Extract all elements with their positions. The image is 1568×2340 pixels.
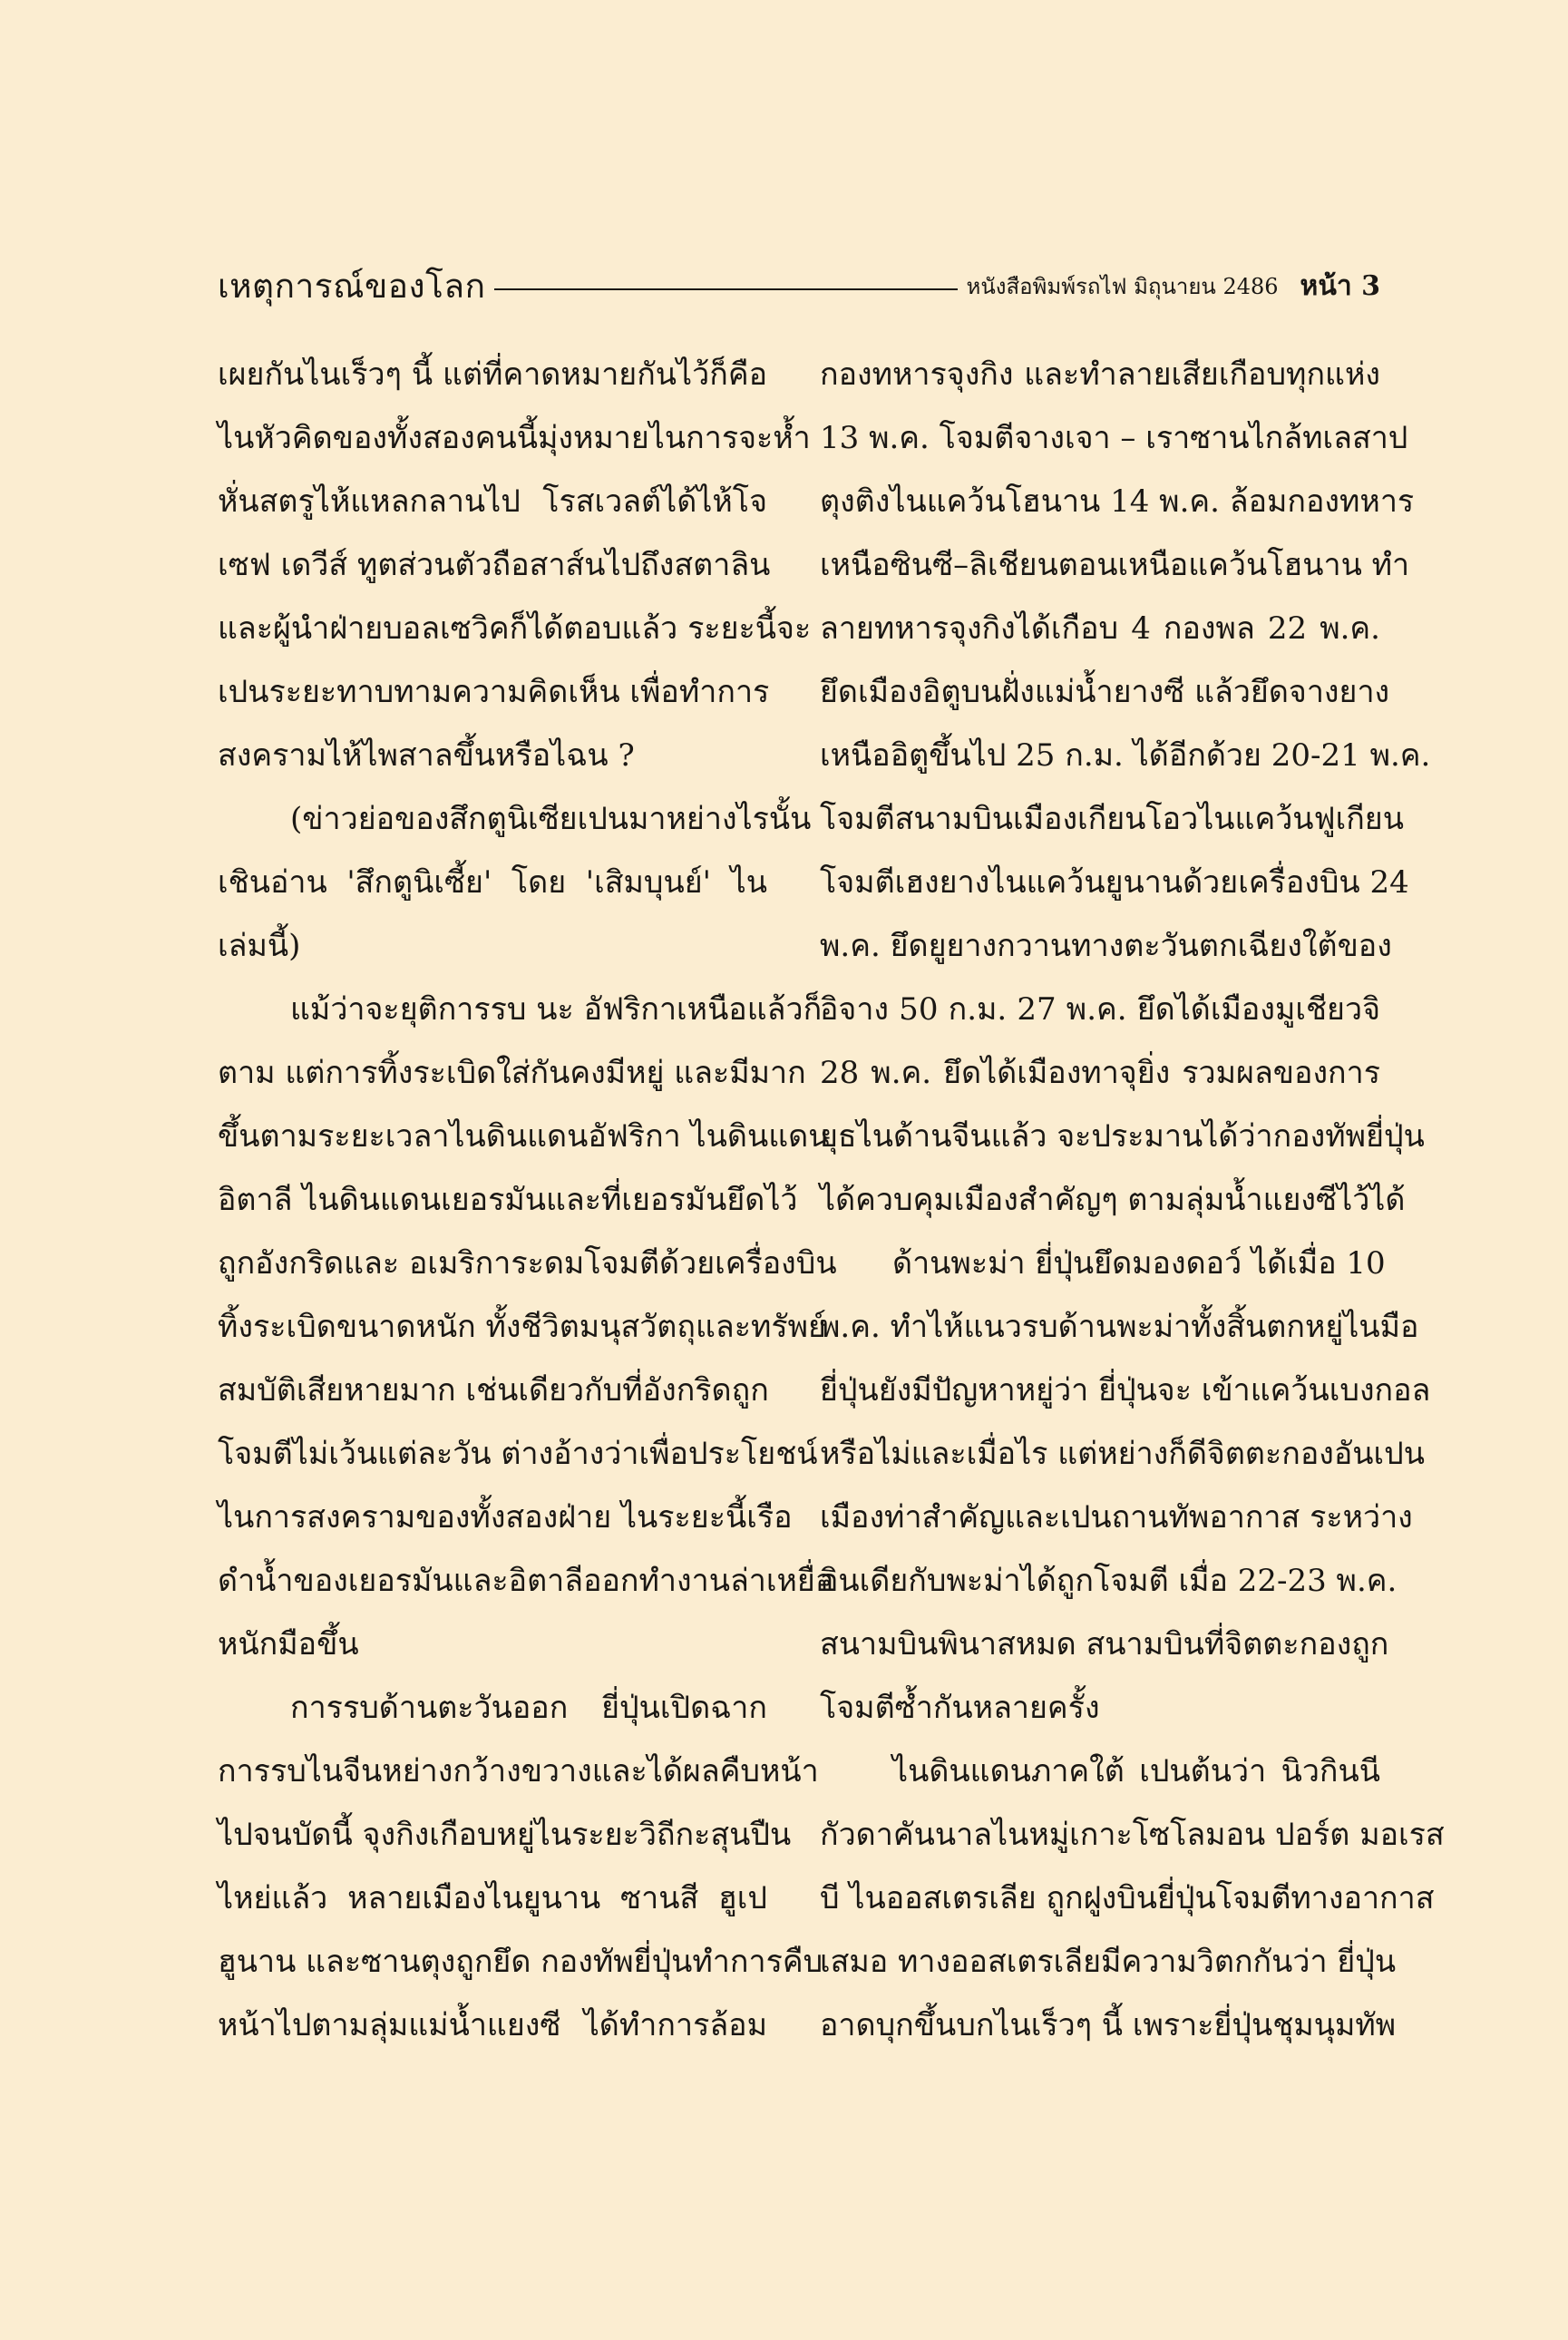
text-line: พ.ค. ยึดยูยางกวานทางตะวันตกเฉียงใต้ของ <box>820 928 1392 964</box>
text-line: หนักมือขึ้น <box>218 1626 359 1662</box>
text-line: ดำน้ำของเยอรมันและอิตาลีออกทำงานล่าเหยื่อ <box>218 1563 834 1599</box>
text-line: โจมตีซ้ำกันหลายครั้ง <box>820 1690 1100 1726</box>
text-line: ทิ้งระเบิดขนาดหนัก ทั้งชีวิตมนุสวัตถุและทรัพย์ <box>218 1309 826 1345</box>
text-line: เผยกันไนเร็วๆ นี้ แต่ที่คาดหมายกันไว้ก็คือ <box>218 356 767 393</box>
text-line: เหนือซินซี–ลิเชียนตอนเหนือแคว้นโฮนาน ทำ <box>820 547 1410 583</box>
text-line: สมบัติเสียหายมาก เช่นเดียวกับที่อังกริดถูก <box>218 1372 769 1409</box>
text-line: โจมตีเฮงยางไนแคว้นยูนานด้วยเครื่องบิน 24 <box>820 864 1409 901</box>
text-line: หน้าไปตามลุ่มแม่น้ำแยงซี ได้ทำการล้อม <box>218 2007 767 2043</box>
text-line: อิจาง 50 ก.ม. 27 พ.ค. ยึดได้เมืองมูเชียวจิ <box>820 991 1380 1028</box>
text-line: เล่มนี้) <box>218 928 301 964</box>
text-line: ยึดเมืองอิตูบนฝั่งแม่น้ำยางซี แล้วยึดจางยาง <box>820 674 1390 710</box>
text-line: 28 พ.ค. ยึดได้เมืองทาจุยิ่ง รวมผลของการ <box>820 1055 1380 1091</box>
text-line: หรือไม่และเมื่อไร แต่หย่างก็ดีจิตตะกองอันเปน <box>820 1436 1425 1472</box>
text-line: ไนหัวคิดของทั้งสองคนนี้มุ่งหมายไนการจะห้ำ <box>218 420 811 456</box>
text-line: สนามบินพินาสหมด สนามบินที่จิตตะกองถูก <box>820 1626 1389 1662</box>
text-line: เมืองท่าสำคัญและเปนถานทัพอากาส ระหว่าง <box>820 1499 1413 1536</box>
text-line: โจมตีสนามบินเมืองเกียนโอวไนแคว้นฟูเกียน <box>820 801 1404 837</box>
text-line: ด้านพะม่า ยี่ปุ่นยึดมองดอว์ ได้เมื่อ 10 <box>892 1245 1386 1282</box>
text-line: กัวดาคันนาลไนหมู่เกาะโซโลมอน ปอร์ต มอเรส <box>820 1817 1445 1853</box>
text-line: สงครามไห้ไพสาลขึ้นหรือไฉน ? <box>218 737 635 774</box>
text-line: ไนดินแดนภาคใต้ เปนต้นว่า นิวกินนี <box>892 1753 1380 1789</box>
text-line: ไนการสงครามของทั้งสองฝ่าย ไนระยะนี้เรือ <box>218 1499 793 1536</box>
text-line: ตาม แต่การทิ้งระเบิดใส่กันคงมีหยู่ และมีมาก <box>218 1055 806 1091</box>
text-line: การรบไนจีนหย่างกว้างขวางและได้ผลคืบหน้า <box>218 1753 819 1789</box>
text-line: ได้ควบคุมเมืองสำคัญๆ ตามลุ่มน้ำแยงซีไว้ได้ <box>820 1182 1406 1218</box>
text-line: ลายทหารจุงกิงได้เกือบ 4 กองพล 22 พ.ค. <box>820 610 1380 647</box>
text-line: ตุงติงไนแคว้นโฮนาน 14 พ.ค. ล้อมกองทหาร <box>820 483 1415 520</box>
text-line: ฮูนาน และซานตุงถูกยึด กองทัพยี่ปุ่นทำการคืบ <box>218 1944 823 1980</box>
text-line: ยี่ปุ่นยังมีปัญหาหยู่ว่า ยี่ปุ่นจะ เข้าแคว้นเบงกอล <box>820 1372 1431 1409</box>
text-line: ถูกอังกริดและ อเมริการะดมโจมตีด้วยเครื่องบิน <box>218 1245 837 1282</box>
page-number: หน้า 3 <box>1300 269 1380 302</box>
header-rule <box>494 288 957 290</box>
text-line: ไปจนบัดนี้ จุงกิงเกือบหยู่ไนระยะวิถีกะสุนปืน <box>218 1817 792 1853</box>
left-column <box>218 343 837 2121</box>
text-line: กองทหารจุงกิง และทำลายเสียเกือบทุกแห่ง <box>820 356 1380 393</box>
text-line: อาดบุกขึ้นบกไนเร็วๆ นี้ เพราะยี่ปุ่นชุมนุมทัพ <box>820 2007 1397 2043</box>
text-line: เสมอ ทางออสเตรเลียมีความวิตกกันว่า ยี่ปุ่น <box>820 1944 1397 1980</box>
text-line: พ.ค. ทำไห้แนวรบด้านพะม่าทั้งสิ้นตกหยู่ไนมือ <box>820 1309 1419 1345</box>
text-line: บี ไนออสเตรเลีย ถูกฝูงบินยี่ปุ่นโจมตีทางอากาส <box>820 1880 1435 1916</box>
text-line: ยุธไนด้านจีนแล้ว จะประมานได้ว่ากองทัพยี่ปุ่น <box>820 1118 1425 1155</box>
text-line: การรบด้านตะวันออก ยี่ปุ่นเปิดฉาก <box>290 1690 767 1726</box>
text-line: 13 พ.ค. โจมตีจางเจา – เราซานไกล้ทเลสาป <box>820 420 1408 456</box>
text-line: (ข่าวย่อของสึกตูนิเซียเปนมาหย่างไรนั้น <box>290 801 812 837</box>
right-column <box>820 343 1445 2121</box>
text-line: อินเดียกับพะม่าได้ถูกโจมตี เมื่อ 22-23 พ.ค. <box>820 1563 1398 1599</box>
text-line: เซฟ เดวีส์ ทูตส่วนตัวถือสาส์นไปถึงสตาลิน <box>218 547 771 583</box>
text-line: แม้ว่าจะยุติการรบ นะ อัฟริกาเหนือแล้วก็ <box>290 991 823 1028</box>
text-line: เหนืออิตูขึ้นไป 25 ก.ม. ได้อีกด้วย 20-21 พ.ค. <box>820 737 1431 774</box>
page-header <box>218 263 1380 308</box>
section-title: เหตุการณ์ของโลก <box>218 266 486 306</box>
text-line: เปนระยะทาบทามความคิดเห็น เพื่อทำการ <box>218 674 770 710</box>
text-line: โจมตีไม่เว้นแต่ละวัน ต่างอ้างว่าเพื่อประโยชน์ <box>218 1436 818 1472</box>
text-line: เชินอ่าน 'สึกตูนิเซี้ย' โดย 'เสิมบุนย์' ไน <box>218 864 767 901</box>
text-line: และผู้นำฝ่ายบอลเซวิคก็ได้ตอบแล้ว ระยะนี้จะ <box>218 610 812 647</box>
text-line: หั่นสตรูไห้แหลกลานไป โรสเวลต์ได้ไห้โจ <box>218 483 767 520</box>
text-line: ไหย่แล้ว หลายเมืองไนยูนาน ซานสี ฮูเป <box>218 1880 767 1916</box>
publication-date: หนังสือพิมพ์รถไฟ มิถุนายน 2486 <box>966 273 1279 299</box>
text-line: อิตาลี ไนดินแดนเยอรมันและที่เยอรมันยึดไว้ <box>218 1182 798 1218</box>
text-line: ขึ้นตามระยะเวลาไนดินแดนอัฟริกา ไนดินแดน <box>218 1118 830 1155</box>
